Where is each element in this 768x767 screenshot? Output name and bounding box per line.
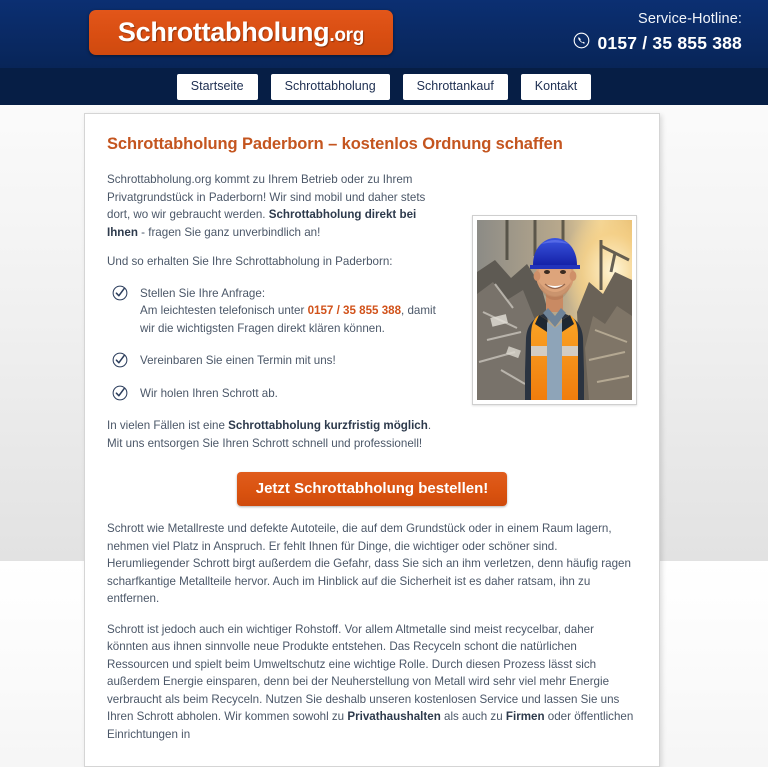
closing-part2: . Mit uns entsorgen Sie Ihren Schrott schnell und professionell! [107,419,432,450]
intro-part2: - fragen Sie ganz unverbindlich an! [137,225,321,239]
check-circle-icon [112,285,128,307]
p3-part1: Schrott ist jedoch auch ein wichtiger Rohstoff. Vor allem Altmetalle sind meist recycelbar, daher könnten aus ihnen sinnvolle neue Produkte entstehen. Das Recyceln schont die natürlichen Ressourcen und spielt beim Umweltschutz eine wichtige Rolle. Durch diesen Prozess lässt sich außerdem Energie einsparen, denn bei der Neuherstellung von Metall wird sehr viel mehr Energie verbraucht als beim Recyceln. Nutzen Sie deshalb unseren kostenlosen Service und lassen Sie uns Ihren Schrott abholen. Wir kommen sowohl zu [107,622,620,723]
checklist [107,285,437,403]
logo-text-tld: .org [329,25,365,46]
site-logo[interactable] [89,10,393,55]
checklist-line1: Vereinbaren Sie einen Termin mit uns! [140,354,336,367]
body-paragraph-2: Schrott wie Metallreste und defekte Autoteile, die auf dem Grundstück oder in einem Raum lagern, nehmen viel Platz in Anspruch. Er fehlt Ihnen für Dinge, die wichtiger oder schöner sind. Herumliegender Schrott birgt außerdem die Gefahr, dass Sie sich an ihm verletzen, denn häufig ragen scharfkantige Metallteile hervor. Auch im Hinblick auf die Sicherheit ist es daher ratsam, ihn zu entfernen. [107,522,631,605]
site-header [0,0,768,68]
p3-part2: als auch zu [440,710,506,723]
checklist-line1: Wir holen Ihren Schrott ab. [140,386,278,400]
checklist-line2-post: , damit wir die wichtigsten Fragen direkt klären können. [140,304,436,335]
photo-image [477,220,632,400]
list-item [140,385,437,403]
p3-bold2: Firmen [505,710,545,723]
logo-text-main: Schrottabholung [117,17,330,47]
nav-item-startseite[interactable]: Startseite [177,74,258,100]
p3-part3: oder öffentlichen Einrichtungen in [107,710,634,741]
lead-paragraph: Und so erhalten Sie Ihre Schrottabholung in Paderborn: [107,255,393,268]
intro-bold: Schrottabholung direkt bei Ihnen [107,208,417,239]
worker-scrapyard-photo [472,215,637,405]
check-circle-icon [112,352,128,374]
intro-section [107,171,637,452]
nav-item-schrottabholung[interactable]: Schrottabholung [271,74,390,100]
intro-part1: Schrottabholung.org kommt zu Ihrem Betrieb oder zu Ihrem Privatgrundstück in Paderborn! Wir sind mobil und daher stets dort, wo wir gebraucht werden. [107,173,426,221]
checklist-line1: Stellen Sie Ihre Anfrage: [140,286,266,300]
page-title: Schrottabholung Paderborn – kostenlos Ordnung schaffen [107,135,563,153]
intro-text-column [107,171,437,452]
body-paragraph-3 [107,621,637,744]
hotline-label: Service-Hotline: [638,11,742,27]
check-circle-icon [112,385,128,407]
closing-part1: In vielen Fällen ist eine [107,419,229,432]
list-item [140,352,437,370]
hotline-number-row [573,32,742,54]
checklist-line2-pre: Am leichtesten telefonisch unter [140,304,308,317]
closing-paragraph [107,417,437,452]
closing-bold: Schrottabholung kurzfristig möglich [228,419,428,432]
service-hotline [573,10,742,54]
hotline-number[interactable]: 0157 / 35 855 388 [597,32,742,53]
logo-text [118,17,364,48]
p3-bold1: Privathaushalten [347,710,441,723]
phone-circle-icon [573,32,590,54]
order-button[interactable]: Jetzt Schrottabholung bestellen! [237,472,508,506]
list-item [140,285,437,338]
checklist-phone-link[interactable]: 0157 / 35 855 388 [307,304,402,317]
content-card [84,113,660,767]
cta-row [107,472,637,506]
intro-paragraph [107,171,437,241]
nav-item-schrottankauf[interactable]: Schrottankauf [403,74,508,100]
main-navigation [0,68,768,105]
nav-item-kontakt[interactable]: Kontakt [521,74,591,100]
